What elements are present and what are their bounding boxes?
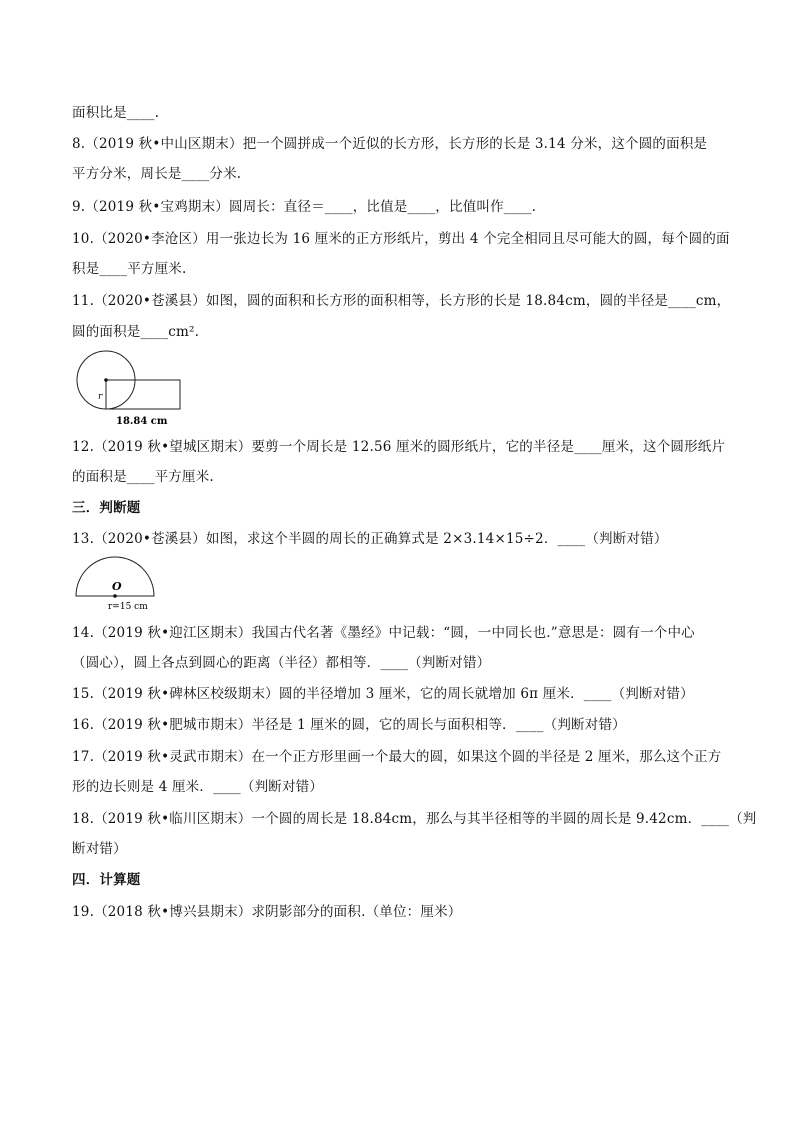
q14-line1: 14.（2019 秋•迎江区期末）我国古代名著《墨经》中记载：“圆，一中同长也.”意思是：圆有一个中心: [72, 625, 695, 641]
radius-label: r=15 cm: [108, 602, 148, 612]
q15: 15.（2019 秋•碑林区校级期末）圆的半径增加 3 厘米，它的周长就增加 6π 厘米．____（判断对错）: [72, 686, 694, 702]
q11-line2: 圆的面积是____cm².: [72, 324, 200, 340]
q12-line1: 12.（2019 秋•望城区期末）要剪一个周长是 12.56 厘米的圆形纸片，它的半径是____厘米，这个圆形纸片: [72, 439, 726, 455]
q19: 19.（2018 秋•博兴县期末）求阴影部分的面积.（单位：厘米）: [72, 904, 462, 920]
q9: 9.（2019 秋•宝鸡期末）圆周长：直径＝____，比值是____，比值叫作____.: [72, 199, 537, 215]
radius-label: r: [98, 392, 103, 402]
length-label: 18.84 cm: [116, 416, 168, 427]
q14-line2: （圆心），圆上各点到圆心的距离（半径）都相等．____（判断对错）: [72, 655, 491, 671]
rectangle-shape: [106, 380, 180, 409]
q17-line2: 形的边长则是 4 厘米．____（判断对错）: [72, 779, 324, 795]
q10-line2: 积是____平方厘米.: [72, 261, 187, 277]
q8-line1: 8.（2019 秋•中山区期末）把一个圆拼成一个近似的长方形，长方形的长是 3.14 分米，这个圆的面积是: [72, 136, 708, 152]
q13-figure: [72, 554, 162, 612]
q7-continuation: 面积比是____.: [72, 105, 160, 121]
q16: 16.（2019 秋•肥城市期末）半径是 1 厘米的圆，它的周长与面积相等．____（判断对错）: [72, 717, 626, 733]
section-3-heading: 三．判断题: [72, 500, 141, 516]
q17-line1: 17.（2019 秋•灵武市期末）在一个正方形里画一个最大的圆，如果这个圆的半径是 2 厘米，那么这个正方: [72, 749, 722, 765]
center-dot: [104, 378, 108, 382]
center-dot: [113, 594, 117, 598]
section-4-heading: 四．计算题: [72, 872, 141, 888]
q18-line1: 18.（2019 秋•临川区期末）一个圆的周长是 18.84cm，那么与其半径相等的半圆的周长是 9.42cm．____（判: [72, 811, 757, 827]
q11-figure: [72, 348, 202, 430]
q18-line2: 断对错）: [72, 841, 127, 857]
q10-line1: 10.（2020•李沧区）用一张边长为 16 厘米的正方形纸片，剪出 4 个完全相同且尽可能大的圆，每个圆的面: [72, 231, 730, 247]
q13: 13.（2020•苍溪县）如图，求这个半圆的周长的正确算式是 2×3.14×15÷2．____（判断对错）: [72, 531, 668, 547]
q8-line2: 平方分米，周长是____分米.: [72, 166, 242, 182]
q12-line2: 的面积是____平方厘米.: [72, 469, 214, 485]
q11-line1: 11.（2020•苍溪县）如图，圆的面积和长方形的面积相等，长方形的长是 18.84cm，圆的半径是____cm，: [72, 293, 731, 309]
center-label: O: [112, 580, 122, 593]
